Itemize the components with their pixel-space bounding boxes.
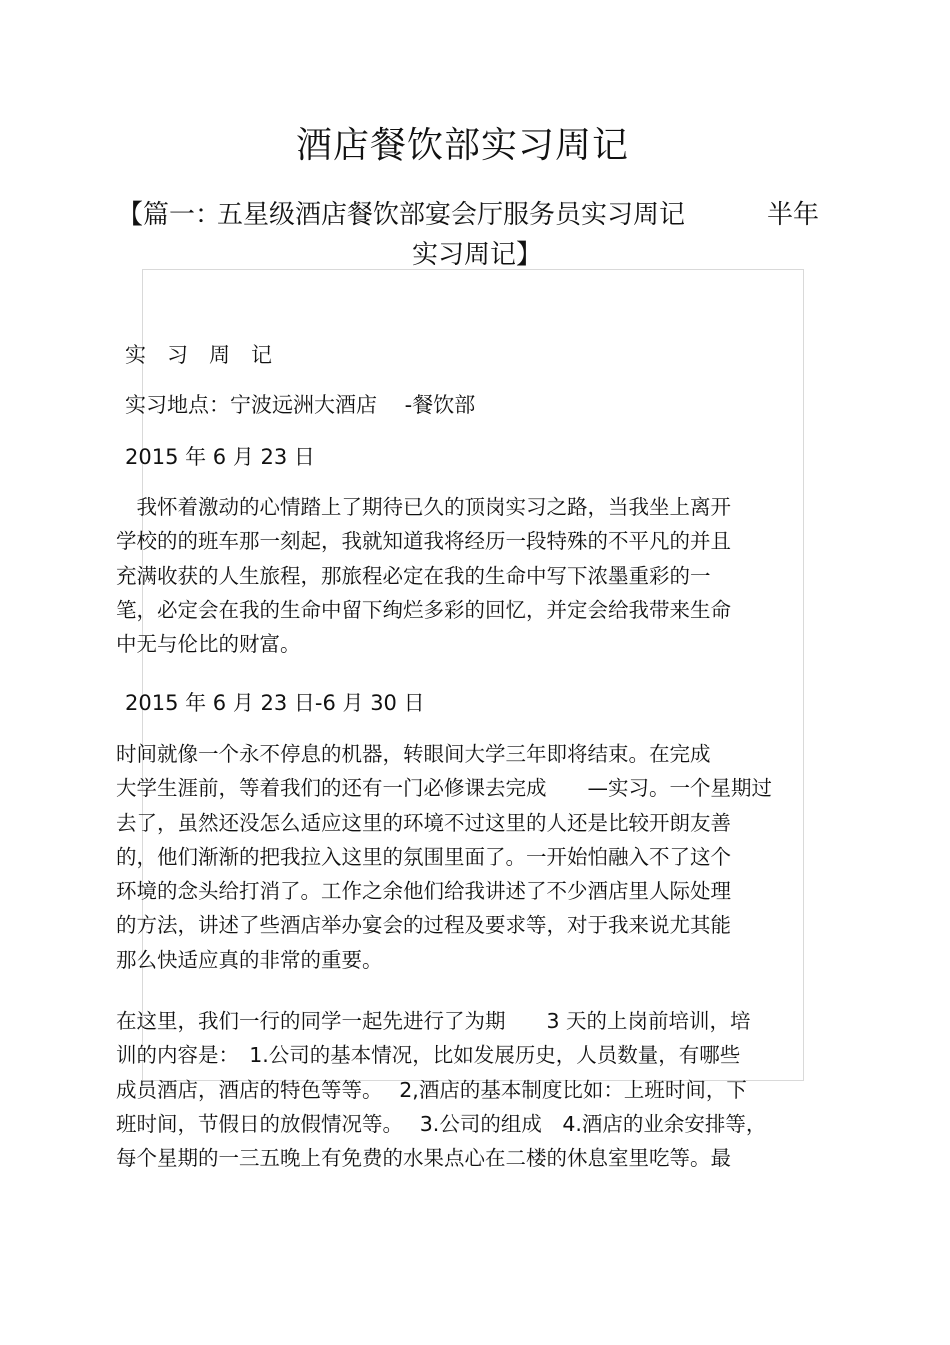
paragraph-line: 班时间，节假日的放假情况等。 3.公司的组成 4.酒店的业余安排等， — [116, 1111, 767, 1136]
paragraph-line: 中无与伦比的财富。 — [116, 632, 301, 657]
section-heading: 实 习 周 记 — [125, 343, 272, 367]
paragraph-line: 我怀着激动的心情踏上了期待已久的顶岗实习之路，当我坐上离开 — [116, 495, 731, 519]
paragraph-3 — [116, 1004, 816, 1175]
paragraph-line: 成员酒店，酒店的特色等等。 2,酒店的基本制度比如：上班时间，下 — [116, 1077, 747, 1102]
subtitle-suffix: 半年 — [767, 200, 820, 230]
paragraph-line: 那么快适应真的非常的重要。 — [116, 947, 383, 972]
paragraph-1 — [116, 490, 816, 661]
subtitle-main: 五星级酒店餐饮部宴会厅服务员实习周记 — [217, 200, 686, 230]
date-line-1: 2015 年 6 月 23 日 — [125, 445, 315, 469]
document-title: 酒店餐饮部实习周记 — [295, 125, 629, 166]
paragraph-line: 学校的的班车那一刻起，我就知道我将经历一段特殊的不平凡的并且 — [116, 529, 731, 554]
subtitle-prefix: 【篇一： — [117, 200, 222, 230]
subtitle-line-1 — [117, 196, 837, 234]
paragraph-line: 时间就像一个永不停息的机器，转眼间大学三年即将结束。在完成 — [116, 742, 711, 766]
paragraph-line: 每个星期的一三五晚上有免费的水果点心在二楼的休息室里吃等。最 — [116, 1146, 731, 1171]
document-subtitle — [117, 196, 837, 274]
paragraph-line: 的方法，讲述了些酒店举办宴会的过程及要求等，对于我来说尤其能 — [116, 913, 731, 938]
paragraph-line: 去了，虽然还没怎么适应这里的环境不过这里的人还是比较开朗友善 — [116, 810, 731, 835]
paragraph-2 — [116, 737, 816, 977]
paragraph-line: 环境的念头给打消了。工作之余他们给我讲述了不少酒店里人际处理 — [116, 879, 731, 904]
subtitle-line-2: 实习周记】 — [411, 240, 542, 270]
paragraph-line: 笔，必定会在我的生命中留下绚烂多彩的回忆，并定会给我带来生命 — [116, 597, 731, 622]
paragraph-line: 训的内容是： 1.公司的基本情况，比如发展历史，人员数量，有哪些 — [116, 1043, 741, 1068]
location-line: 实习地点：宁波远洲大酒店 -餐饮部 — [125, 393, 476, 417]
paragraph-line: 在这里，我们一行的同学一起先进行了为期 3 天的上岗前培训，培 — [116, 1009, 751, 1033]
date-line-2: 2015 年 6 月 23 日-6 月 30 日 — [125, 691, 425, 715]
paragraph-line: 的，他们渐渐的把我拉入这里的氛围里面了。一开始怕融入不了这个 — [116, 844, 731, 869]
paragraph-line: 大学生涯前，等着我们的还有一门必修课去完成 —实习。一个星期过 — [116, 776, 772, 801]
paragraph-line: 充满收获的人生旅程，那旅程必定在我的生命中写下浓墨重彩的一 — [116, 563, 711, 588]
